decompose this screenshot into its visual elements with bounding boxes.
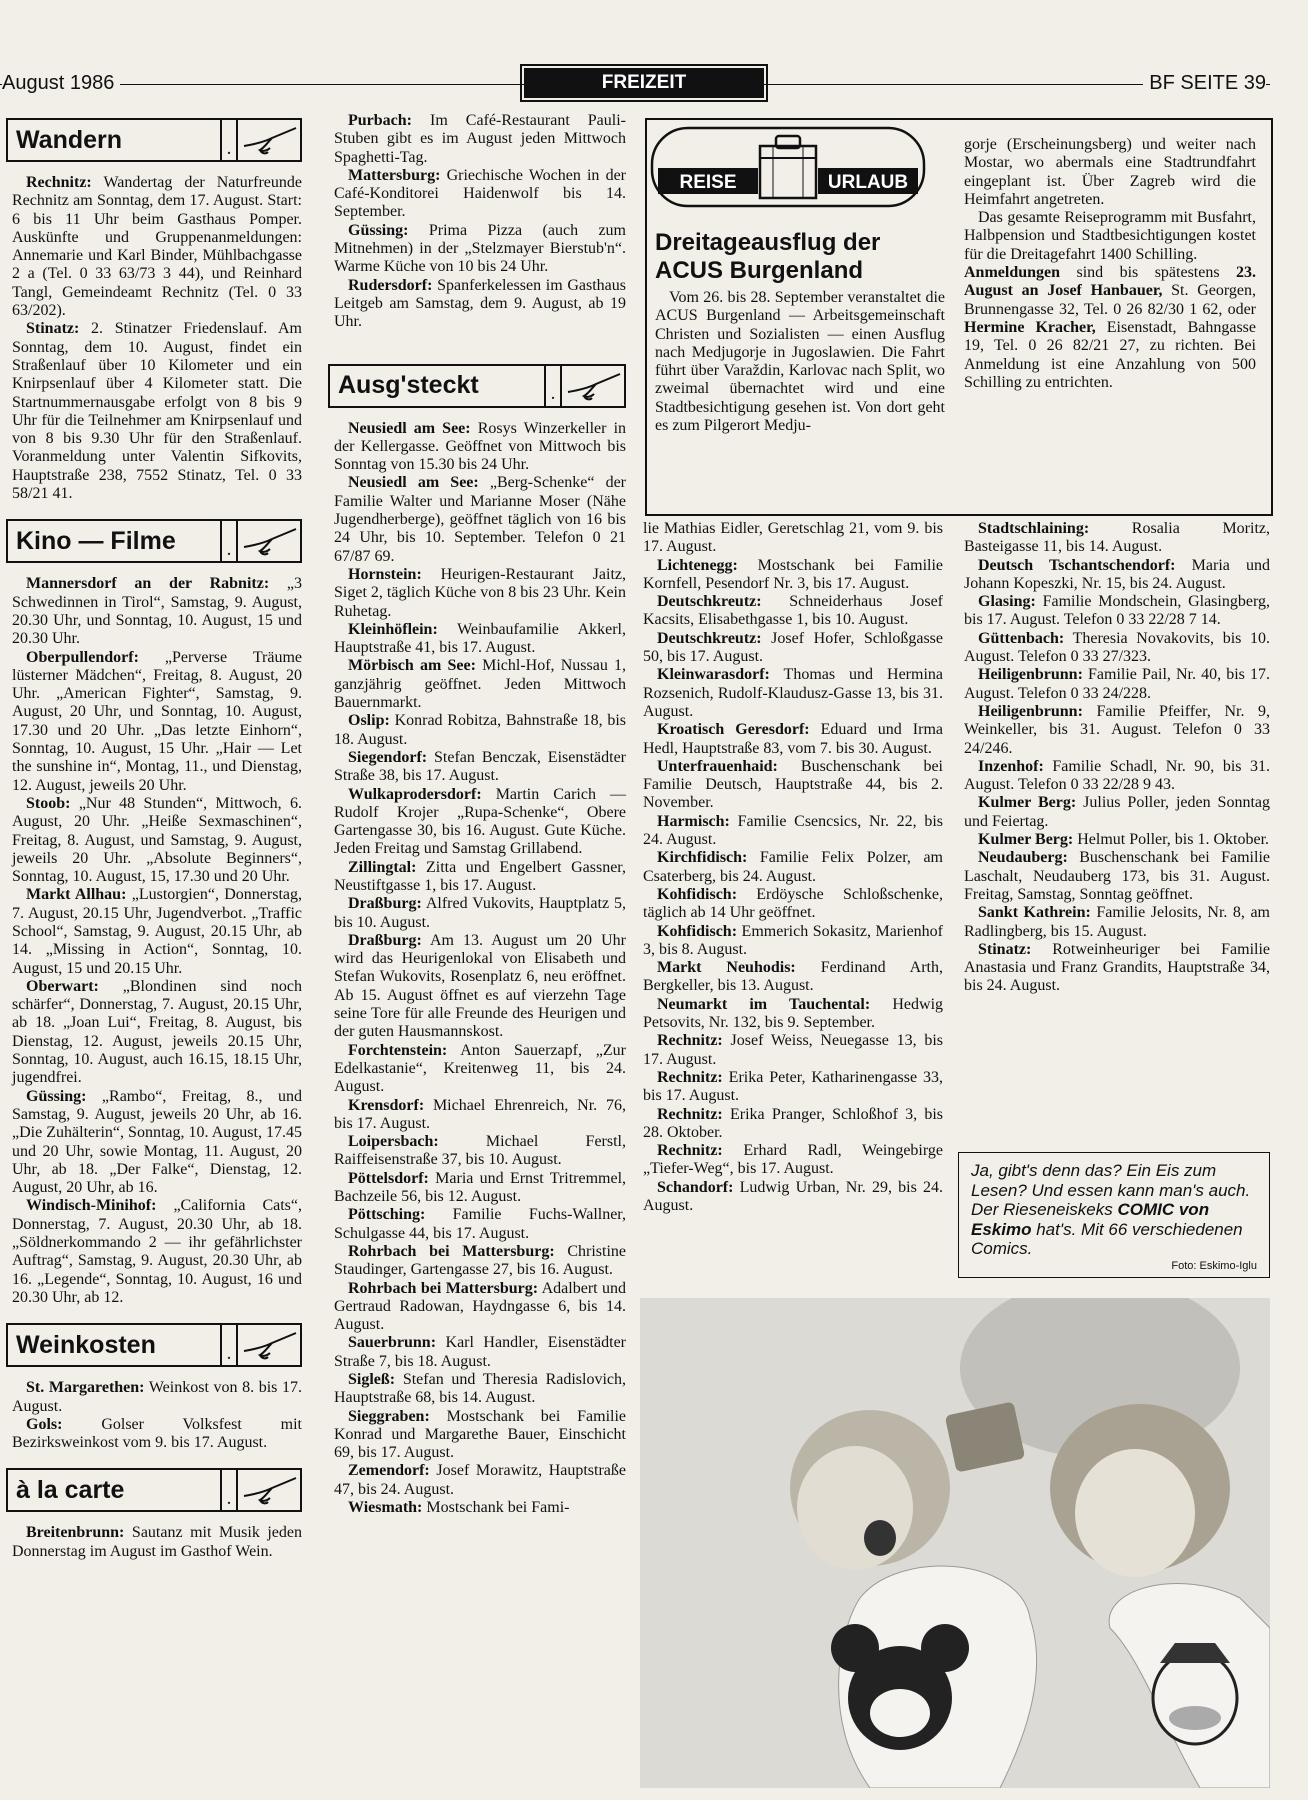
entry-place: Kroatisch Geresdorf: — [657, 721, 810, 739]
banner-left-text: REISE — [679, 172, 737, 193]
section-weinkosten — [6, 1323, 302, 1367]
ausgsteckt-entry — [643, 849, 943, 886]
ausgsteckt-entry — [643, 959, 943, 996]
entry-text: „Berg-Schenke“ der Familie Walter und Marianne Moser (Nähe Jugendherberge), geöffnet täglich von 16 bis 24 Uhr, bis 10. September. Telefon 0 21 67/87 69. — [334, 474, 626, 565]
open-mouth — [864, 1520, 896, 1556]
entry-place: Güssing: — [26, 1087, 87, 1105]
ausgsteckt-entry — [643, 1179, 943, 1216]
entry-text: 2. Stinatzer Friedenslauf. Am Sonntag, dem 10. August, findet ein Straßenlauf über 10 Kilometer und ein Knirpsenlauf über 4 Kilometer statt. Die Startnummernausgabe erfolgt von 8 bis 9 Uhr für die Teilnehmer am Knirpsenlauf und von 8 bis 9.30 Uhr für den Straßenlauf. Voranmeldung unter Valentin Sifkovits, Hauptstraße 238, 7552 Stinatz, Tel. 0 33 58/21 41. — [12, 320, 303, 503]
ausgsteckt-entry — [964, 520, 1270, 557]
section-a-la-carte — [6, 1468, 302, 1512]
entry-place: Kleinwarasdorf: — [657, 666, 770, 684]
kino-entry — [12, 795, 302, 886]
ausgsteckt-entry — [964, 630, 1270, 667]
ausgsteckt-entry — [334, 895, 626, 932]
ausgsteckt-entry — [643, 758, 943, 813]
ausgsteckt-entry — [334, 1206, 626, 1243]
page-header — [0, 68, 1270, 102]
entry-place: Sieggraben: — [348, 1407, 430, 1425]
entry-text: Buschenschank bei Familie Laschalt, Neudauberg 173, bis 31. August. Freitag, Samstag, Sonntag geöffnet. — [964, 849, 1270, 903]
entry-text: Hedwig Petsovits, Nr. 132, bis 9. September. — [643, 995, 944, 1032]
entry-place: Siegendorf: — [348, 748, 428, 766]
comic-caption-box — [958, 1152, 1270, 1278]
entry-place: Wulkaprodersdorf: — [348, 785, 482, 803]
ausgsteckt-entry — [964, 557, 1270, 594]
entry-place: Pöttelsdorf: — [348, 1169, 429, 1187]
carte-entry — [334, 112, 626, 167]
ausgsteckt-entry — [643, 721, 943, 758]
entry-text: Familie Pail, Nr. 40, bis 17. August. Telefon 0 33 24/228. — [964, 666, 1270, 702]
pointing-hand-icon — [238, 1470, 300, 1510]
entry-place: Deutschkreutz: — [657, 629, 762, 647]
entry-place: Kirchfidisch: — [657, 849, 748, 867]
section-wandern — [6, 118, 302, 162]
entry-text: Maria und Ernst Tritremmel, Bachzeile 56, bis 12. August. — [334, 1169, 627, 1206]
ausgsteckt-entry — [643, 1106, 943, 1143]
entry-text: Im Café-Restaurant Pauli-Stuben gibt es im August jeden Mittwoch Spaghetti-Tag. — [334, 112, 626, 166]
carte-entry — [12, 1524, 302, 1561]
entry-text: „California Cats“, Donnerstag, 7. August, 20.30 Uhr, ab 18. „Söldnerkommando 2 — ihr gefährlichster Auftrag“, Samstag, 9. August, 20.30 Uhr, ab 16. „Legende“, Sonntag, 10. August, 16 und 20.30 Uhr, ab 12. — [12, 1197, 303, 1306]
entry-text: Familie Schadl, Nr. 90, bis 31. August. Telefon 0 33 22/28 9 43. — [964, 757, 1271, 794]
entry-place: Neumarkt im Tauchental: — [657, 995, 871, 1013]
entry-text: Josef Weiss, Neuegasse 13, bis 17. August. — [643, 1032, 944, 1068]
section-dot: . — [220, 1470, 238, 1510]
entry-place: Zillingtal: — [348, 858, 417, 876]
entry-text: Theresia Novakovits, bis 10. August. Telefon 0 33 27/323. — [964, 629, 1270, 666]
ausgsteckt-entry — [964, 831, 1270, 849]
column-3 — [643, 520, 943, 1215]
section-title: Ausg'steckt — [338, 371, 479, 400]
column-1 — [12, 112, 302, 1561]
entry-place: Heiligenbrunn: — [978, 702, 1083, 720]
pointing-hand-icon — [238, 1325, 300, 1365]
entry-place: Purbach: — [348, 112, 412, 129]
entry-text: Karl Handler, Eisenstädter Straße 7, bis 18. August. — [334, 1334, 626, 1370]
ausgsteckt-entry — [964, 703, 1270, 758]
entry-place: Stinatz: — [26, 320, 80, 338]
travel-text-left — [655, 289, 945, 435]
kino-entry — [12, 1088, 302, 1198]
entry-place: Draßburg: — [348, 895, 422, 913]
section-dot: . — [220, 521, 238, 561]
entry-place: Gols: — [26, 1415, 63, 1433]
entry-text: Martin Carich — Rudolf Krojer „Rupa-Schenke“, Obere Gartengasse 30, bis 16. August. Gute Küche. Jeden Freitag und Samstag Grillabend. — [334, 785, 626, 858]
entry-place: Neudauberg: — [978, 849, 1068, 867]
entry-place: Deutschkreutz: — [657, 593, 762, 611]
entry-place: Sauerbrunn: — [348, 1334, 437, 1352]
entry-place: Unterfrauenhaid: — [657, 757, 778, 775]
entry-text: Erdöysche Schloßschenke, täglich ab 14 Uhr geöffnet. — [643, 885, 943, 922]
entry-text: „Blondinen sind noch schärfer“, Donnerstag, 7. August, 20.15 Uhr, ab 18. „Joan Lui“, Freitag, 8. August, bis Dienstag, 12. August, jeweils 20.15 Uhr, Sonntag, 10. August, auch 16.15, 18.15 Uhr, jugendfrei. — [12, 977, 303, 1087]
section-title: Kino — Filme — [16, 526, 176, 555]
ausgsteckt-entry — [334, 1133, 626, 1170]
ausgsteckt-entry — [964, 666, 1270, 703]
ausgsteckt-entry — [643, 923, 943, 960]
entry-text: Buschenschank bei Familie Deutsch, Hauptstraße 44, bis 2. November. — [643, 757, 943, 812]
entry-place: Deutsch Tschantschendorf: — [978, 556, 1176, 574]
ausgsteckt-entry — [334, 1280, 626, 1335]
entry-text: Emmerich Sokasitz, Marienhof 3, bis 8. August. — [643, 922, 943, 958]
kino-entry — [12, 575, 302, 648]
entry-place: Güssing: — [348, 221, 409, 239]
column-4 — [964, 520, 1270, 996]
pointing-hand-icon — [238, 120, 300, 160]
entry-place: Inzenhof: — [978, 757, 1044, 775]
ausgsteckt-entry — [964, 794, 1270, 831]
entry-place: Rohrbach bei Mattersburg: — [348, 1279, 539, 1297]
ausgsteckt-entry — [334, 1334, 626, 1371]
entry-text: Wandertag der Naturfreunde Rechnitz am Sonntag, dem 17. August. Start: 6 bis 11 Uhr beim Gasthaus Pomper. Auskünfte und Gruppenanmeldungen: Annemarie und Karl Binder, Mühlbachgasse 2 a (Tel. 0 33 63/73 3 44), und Reinhard Tangl, Gemeindeamt Rechnitz (Tel. 0 33 63/202). — [12, 174, 302, 320]
entry-text: Rosys Winzerkeller in der Kellergasse. Geöffnet von Mittwoch bis Sonntag von 15.30 bis 24 Uhr. — [334, 419, 627, 474]
entry-text: Rosalia Moritz, Basteigasse 11, bis 14. August. — [964, 520, 1270, 556]
entry-text: Familie Csencsics, Nr. 22, bis 24. August. — [643, 812, 944, 849]
entry-text: Thomas und Hermina Rozsenich, Rudolf-Klaudusz-Gasse 13, bis 31. August. — [643, 666, 943, 720]
ausgsteckt-entry — [643, 666, 943, 721]
ausgsteckt-entry — [643, 1032, 943, 1069]
ausgsteckt-entry — [334, 566, 626, 621]
entry-text: „Lustorgien“, Donnerstag, 7. August, 20.15 Uhr, Jugendverbot. „Traffic School“, Samstag, 9. August, 20.15 Uhr, ab 14. „Missing in Action“, Sonntag, 10. August, 15 und 20.15 Uhr. — [12, 886, 303, 977]
ausgsteckt-entry — [334, 657, 626, 712]
entry-text: Erhard Radl, Weingebirge „Tiefer-Weg“, bis 17. August. — [643, 1142, 944, 1178]
entry-text: Griechische Wochen in der Café-Konditorei Haidenwolf bis 14. September. — [334, 166, 626, 221]
section-tag: FREIZEIT — [524, 68, 764, 98]
section-kino — [6, 519, 302, 563]
entry-text: Heurigen-Restaurant Jaitz, Siget 2, täglich Küche von 8 bis 23 Uhr. Kein Ruhetag. — [334, 565, 626, 620]
entry-place: Güttenbach: — [978, 629, 1065, 647]
ausgsteckt-entry — [334, 1499, 626, 1517]
entry-place: Hornstein: — [348, 565, 422, 583]
wein-entry — [12, 1416, 302, 1453]
entry-place: St. Margarethen: — [26, 1379, 145, 1397]
entry-text: Eduard und Irma Hedl, Hauptstraße 83, vom 7. bis 30. August. — [643, 721, 944, 757]
ausgsteckt-entry — [964, 904, 1270, 941]
entry-place: Kohfidisch: — [657, 922, 738, 940]
entry-place: Kulmer Berg: — [978, 831, 1074, 849]
entry-text: „Rambo“, Freitag, 8., und Samstag, 9. August, jeweils 20 Uhr, ab 16. „Die Zuhälterin“, Sonntag, 10. August, 17.45 und 20 Uhr, sowie Montag, 11. August, 20 Uhr, ab 18. „Der Falke“, Dienstag, 12. August, 20 Uhr, ab 16. — [12, 1087, 302, 1197]
section-title: Wandern — [16, 125, 123, 154]
photo-credit: Foto: Eskimo-Iglu — [1171, 1259, 1257, 1272]
entry-place: Oberpullendorf: — [26, 648, 139, 666]
entry-place: Kulmer Berg: — [978, 794, 1077, 812]
travel-headline: Dreitageausflug der ACUS Burgenland — [655, 229, 881, 284]
entry-place: Markt Neuhodis: — [657, 959, 796, 977]
kino-entry — [12, 886, 302, 977]
ausgsteckt-entry — [643, 630, 943, 667]
entry-text: Maria und Johann Kopeszki, Nr. 15, bis 24. August. — [964, 556, 1271, 592]
entry-text: Schneiderhaus Josef Kacsits, Elisabethgasse 1, bis 10. August. — [643, 593, 944, 629]
issue-date: August 1986 — [2, 72, 120, 95]
ausgsteckt-entry — [964, 849, 1270, 904]
travel-paragraph-1: Vom 26. bis 28. September veranstaltet die ACUS Burgenland — Arbeitsgemeinschaft Christen und Sozialisten — einen Ausflug nach Medjugorje in Jugoslawien. Die Fahrt führt über Varaždin, Karlovac nach Split, wo zweimal übernachtet wird und eine Stadtbesichtigung gesehen ist. Von dort geht es zum Pilgerort Medju- — [655, 289, 945, 435]
ausgsteckt-entry — [964, 941, 1270, 996]
section-dot: . — [544, 366, 562, 406]
entry-place: Mattersburg: — [348, 166, 441, 184]
entry-text: Michl-Hof, Nussau 1, ganzjährig geöffnet. Jeden Mittwoch Bauernmarkt. — [334, 657, 627, 712]
travel-paragraph-4: Anmeldungen sind bis spätestens 23. August an Josef Hanbauer, St. Georgen, Brunnengasse 32, Tel. 0 26 82/30 1 62, oder Hermine Kracher, Eisenstadt, Bahngasse 19, Tel. 0 26 82/21 27, zu richten. Bei Anmeldung ist eine Anzahlung von 500 Schilling zu entrichten. — [964, 264, 1256, 391]
wandern-entry — [12, 174, 302, 320]
carte-entry — [334, 167, 626, 222]
entry-text: Julius Poller, jeden Sonntag und Feiertag. — [964, 794, 1271, 830]
entry-place: Zemendorf: — [348, 1462, 430, 1480]
entry-place: Rechnitz: — [657, 1142, 723, 1160]
entry-place: Wiesmath: — [348, 1499, 423, 1517]
entry-place: Rudersdorf: — [348, 276, 433, 294]
entry-place: Rechnitz: — [657, 1032, 723, 1050]
section-title: Weinkosten — [16, 1330, 156, 1359]
column-2 — [334, 112, 626, 1517]
entry-place: Breitenbrunn: — [26, 1524, 125, 1542]
continued-entry: lie Mathias Eidler, Geretschlag 21, vom 9. bis 17. August. — [643, 520, 943, 556]
ausgsteckt-entry — [643, 593, 943, 630]
carte-entry — [334, 277, 626, 332]
kino-entry — [12, 649, 302, 795]
travel-paragraph-3: Das gesamte Reiseprogramm mit Busfahrt, Halbpension und Stadtbesichtigungen kostet für die Dreitagefahrt 1400 Schilling. — [964, 209, 1256, 263]
ausgsteckt-entry — [334, 786, 626, 859]
entry-text: Stefan und Theresia Radislovich, Hauptstraße 68, bis 14. August. — [334, 1371, 627, 1407]
page-number: BF SEITE 39 — [1143, 72, 1266, 95]
entry-place: Neusiedl am See: — [348, 474, 479, 492]
entry-text: Mostschank bei Familie Kornfell, Pesendorf Nr. 3, bis 17. August. — [643, 556, 944, 592]
entry-text: Konrad Robitza, Bahnstraße 18, bis 18. August. — [334, 712, 626, 748]
entry-place: Oberwart: — [26, 977, 99, 995]
entry-place: Pöttsching: — [348, 1206, 426, 1224]
entry-place: Krensdorf: — [348, 1096, 425, 1114]
ausgsteckt-entry — [964, 593, 1270, 630]
entry-text: „Perverse Träume lüsterner Mädchen“, Freitag, 8. August, 20 Uhr. „American Fighter“, Samstag, 9. August, 20 Uhr, und Sonntag, 10. August, 17.30 und 20 Uhr. „Das letzte Einhorn“, Sonntag, 10. August, 15 Uhr. „Hair — Let the sunshine in“, Montag, 11., und Dienstag, 12. August, jeweils 20 Uhr. — [12, 648, 302, 794]
entry-text: Anton Sauerzapf, „Zur Edelkastanie“, Kreitenweg 11, bis 24. August. — [334, 1041, 626, 1096]
entry-place: Markt Allhau: — [26, 886, 127, 904]
ausgsteckt-entry — [643, 886, 943, 923]
ausgsteckt-entry — [334, 749, 626, 786]
section-dot: . — [220, 120, 238, 160]
ausgsteckt-entry — [643, 813, 943, 850]
entry-text: Alfred Vukovits, Hauptplatz 5, bis 10. August. — [334, 895, 626, 931]
ausgsteckt-entry — [334, 932, 626, 1042]
wandern-entry — [12, 320, 302, 503]
ausgsteckt-entry — [643, 1142, 943, 1179]
ausgsteckt-entry — [334, 1097, 626, 1134]
children-ice-cream-photo — [640, 1298, 1270, 1788]
entry-place: Sigleß: — [348, 1371, 396, 1388]
entry-text: Ferdinand Arth, Bergkeller, bis 13. August. — [643, 959, 944, 995]
entry-place: Sankt Kathrein: — [978, 904, 1091, 922]
entry-text: Golser Volksfest mit Bezirksweinkost vom 9. bis 17. August. — [12, 1415, 302, 1452]
entry-place: Kohfidisch: — [657, 885, 738, 903]
entry-place: Glasing: — [978, 593, 1036, 611]
ausgsteckt-entry — [334, 621, 626, 658]
ausgsteckt-entry — [334, 1408, 626, 1463]
ausgsteckt-entry — [334, 1170, 626, 1207]
section-dot: . — [220, 1325, 238, 1365]
entry-text: Familie Fuchs-Wallner, Schulgasse 44, bis 17. August. — [334, 1206, 626, 1242]
section-title: à la carte — [16, 1475, 125, 1504]
entry-text: Josef Morawitz, Hauptstraße 47, bis 24. August. — [334, 1462, 627, 1498]
entry-text: Prima Pizza (auch zum Mitnehmen) in der „Stelzmayer Bierstub'n“. Warme Küche von 10 bis 24 Uhr. — [334, 221, 627, 276]
entry-place: Heiligenbrunn: — [978, 666, 1083, 684]
ausgsteckt-entry — [964, 758, 1270, 795]
entry-place: Rohrbach bei Mattersburg: — [348, 1242, 555, 1260]
travel-text-right — [964, 136, 1256, 392]
entry-place: Stoob: — [26, 794, 71, 812]
entry-text: Familie Mondschein, Glasingberg, bis 17. August. Telefon 0 33 22/28 7 14. — [964, 593, 1270, 629]
entry-place: Schandorf: — [657, 1178, 734, 1196]
entry-text: Sautanz mit Musik jeden Donnerstag im August im Gasthof Wein. — [12, 1524, 303, 1560]
comic-caption: Ja, gibt's denn das? Ein Eis zum Lesen? Und essen kann man's auch. Der Rieseneiskeks COMIC von Eskimo hat's. Mit 66 verschiedenen Comics. — [971, 1161, 1251, 1258]
reise-urlaub-banner — [648, 122, 928, 212]
ausgsteckt-entry — [643, 1069, 943, 1106]
entry-place: Lichtenegg: — [657, 556, 738, 574]
entry-place: Kleinhöflein: — [348, 620, 438, 638]
entry-place: Oslip: — [348, 712, 390, 730]
entry-place: Stinatz: — [978, 940, 1032, 958]
entry-text: Josef Hofer, Schloßgasse 50, bis 17. August. — [643, 629, 944, 666]
banner-right-text: URLAUB — [827, 172, 909, 193]
entry-text: Mostschank bei Fami- — [426, 1499, 570, 1517]
kino-entry — [12, 1197, 302, 1307]
pointing-hand-icon — [238, 521, 300, 561]
entry-text: Michael Ehrenreich, Nr. 76, bis 17. August. — [334, 1096, 626, 1132]
entry-text: Helmut Poller, bis 1. Oktober. — [1077, 831, 1270, 849]
pointing-hand-icon — [562, 366, 624, 406]
entry-text: Rotweinheuriger bei Familie Anastasia und Franz Grandits, Hauptstraße 34, bis 24. August. — [964, 940, 1270, 995]
ausgsteckt-entry — [334, 420, 626, 475]
entry-place: Harmisch: — [657, 812, 730, 830]
entry-place: Rechnitz: — [657, 1105, 723, 1123]
entry-place: Windisch-Minihof: — [26, 1197, 157, 1215]
entry-text: Michael Ferstl, Raiffeisenstraße 37, bis 10. August. — [334, 1133, 626, 1169]
entry-text: Stefan Benczak, Eisenstädter Straße 38, bis 17. August. — [334, 748, 627, 785]
entry-place: Rechnitz: — [26, 174, 92, 191]
ausgsteckt-entry — [334, 1371, 626, 1408]
ausgsteckt-entry — [334, 712, 626, 749]
entry-text: Mostschank bei Familie Konrad und Margarethe Bauer, Einschicht 69, bis 17. August. — [334, 1407, 627, 1462]
entry-text: Adalbert und Gertraud Radowan, Haydngasse 6, bis 14. August. — [334, 1279, 626, 1334]
entry-place: Loipersbach: — [348, 1133, 439, 1151]
donald-print — [1153, 1652, 1237, 1744]
entry-text: Weinkost von 8. bis 17. August. — [12, 1379, 302, 1415]
kino-entry — [12, 978, 302, 1088]
entry-text: Erika Peter, Katharinengasse 33, bis 17. August. — [643, 1068, 943, 1105]
entry-text: Weinbaufamilie Akkerl, Hauptstraße 41, bis 17. August. — [334, 620, 626, 657]
ausgsteckt-entry — [334, 474, 626, 565]
ausgsteckt-entry — [334, 859, 626, 896]
wein-entry — [12, 1379, 302, 1416]
entry-text: Erika Pranger, Schloßhof 3, bis 28. Oktober. — [643, 1105, 943, 1141]
entry-place: Forchtenstein: — [348, 1041, 448, 1059]
entry-place: Draßburg: — [348, 931, 422, 949]
right-child-face — [1075, 1449, 1195, 1577]
entry-text: Familie Jelosits, Nr. 8, am Radlingberg, bis 15. August. — [964, 904, 1271, 940]
left-child-face — [797, 1446, 913, 1570]
entry-text: Familie Felix Polzer, am Csaterberg, bis 24. August. — [643, 849, 943, 885]
section-ausgsteckt — [328, 364, 626, 408]
ausgsteckt-entry — [643, 996, 943, 1033]
travel-paragraph-2: gorje (Erscheinungsberg) und weiter nach Mostar, wo abermals eine Stadtrundfahrt eingeplant ist. Über Zagreb wird die Heimfahrt angetreten. — [964, 136, 1256, 208]
entry-text: „Nur 48 Stunden“, Mittwoch, 6. August, 20 Uhr. „Heiße Sexmaschinen“, Freitag, 8. August, und Samstag, 9. August, jeweils 20 Uhr. „Absolute Beginners“, Sonntag, 10. August, 15, 17.30 und 20 Uhr. — [12, 794, 302, 886]
suitcase-icon — [760, 136, 816, 198]
entry-text: Christine Staudinger, Gartengasse 27, bis 16. August. — [334, 1242, 626, 1279]
entry-place: Mörbisch am See: — [348, 657, 476, 675]
ausgsteckt-entry — [334, 1462, 626, 1499]
ausgsteckt-entry — [643, 557, 943, 594]
entry-text: Zitta und Engelbert Gassner, Neustiftgasse 1, bis 17. August. — [334, 858, 626, 894]
ausgsteckt-entry — [334, 1042, 626, 1097]
entry-place: Rechnitz: — [657, 1068, 723, 1086]
entry-text: „3 Schwedinnen in Tirol“, Samstag, 9. August, 20.30 Uhr, und Sonntag, 10. August, 15 und 20.30 Uhr. — [12, 575, 303, 648]
entry-text: Familie Pfeiffer, Nr. 9, Weinkeller, bis 31. August. Telefon 0 33 24/246. — [964, 702, 1271, 757]
carte-entry — [334, 222, 626, 277]
entry-text: Ludwig Urban, Nr. 29, bis 24. August. — [643, 1178, 943, 1214]
entry-place: Neusiedl am See: — [348, 419, 471, 437]
entry-place: Mannersdorf an der Rabnitz: — [26, 575, 270, 593]
entry-text: Spanferkelessen im Gasthaus Leitgeb am Samstag, dem 9. August, ab 19 Uhr. — [334, 276, 626, 331]
ausgsteckt-entry — [334, 1243, 626, 1280]
entry-place: Stadtschlaining: — [978, 520, 1090, 537]
entry-text: Am 13. August um 20 Uhr wird das Heurigenlokal von Elisabeth und Stefan Wukovits, Rosenplatz 6, neu eröffnet. Ab 15. August öffnet es auf vierzehn Tage seine Tore für alle Freunde des Heurigen und der guten Hausmannskost. — [334, 931, 626, 1041]
